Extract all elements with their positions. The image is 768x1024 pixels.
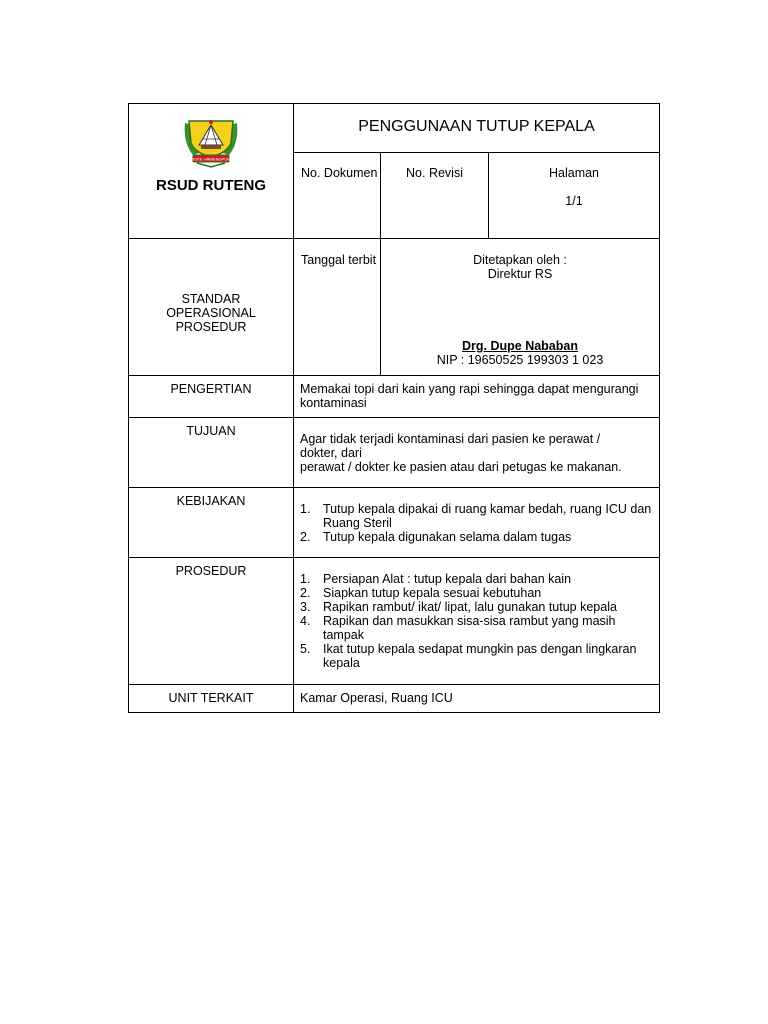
approval-cell bbox=[381, 239, 660, 376]
list-item: 1. Persiapan Alat : tutup kepala dari bahan kain bbox=[300, 572, 572, 586]
list-item: 1. Tutup kepala dipakai di ruang kamar bedah, ruang ICU dan Ruang Steril bbox=[300, 502, 652, 530]
sop-table bbox=[128, 103, 660, 713]
tujuan-line-1: Agar tidak terjadi kontaminasi dari pasien ke perawat / dokter, dari bbox=[300, 432, 601, 460]
unit-terkait-label: UNIT TERKAIT bbox=[129, 685, 294, 713]
doc-number-cell bbox=[294, 153, 381, 239]
list-item: 5. Ikat tutup kepala sedapat mungkin pas dengan lingkaran kepala bbox=[300, 642, 637, 670]
pengertian-text: Memakai topi dari kain yang rapi sehingga dapat mengurangi kontaminasi bbox=[294, 376, 660, 418]
prosedur-label: PROSEDUR bbox=[129, 558, 294, 685]
kebijakan-label: KEBIJAKAN bbox=[129, 488, 294, 558]
hospital-logo bbox=[179, 113, 243, 169]
unit-terkait-text: Kamar Operasi, Ruang ICU bbox=[294, 685, 660, 713]
signer-nip: NIP : 19650525 199303 1 023 bbox=[436, 353, 604, 367]
issue-date-label: Tanggal terbit bbox=[301, 253, 377, 267]
list-item: 4. Rapikan dan masukkan sisa-sisa rambut yang masih tampak bbox=[300, 614, 616, 642]
hospital-identity-cell bbox=[129, 104, 294, 239]
regency-emblem-icon bbox=[179, 113, 243, 169]
revision-cell bbox=[381, 153, 489, 239]
prosedur-cell bbox=[294, 558, 660, 685]
tujuan-label: TUJUAN bbox=[129, 418, 294, 488]
doc-number-label: No. Dokumen bbox=[301, 166, 378, 180]
issue-date-cell bbox=[294, 239, 381, 376]
tujuan-cell bbox=[294, 418, 660, 488]
page-label: Halaman bbox=[548, 166, 600, 180]
sop-type-cell bbox=[129, 239, 294, 376]
document-title: PENGGUNAAN TUTUP KEPALA bbox=[294, 104, 660, 153]
sop-type-line-2: OPERASIONAL bbox=[166, 306, 256, 320]
page-cell bbox=[489, 153, 660, 239]
approver-role: Direktur RS bbox=[487, 267, 553, 281]
kebijakan-cell bbox=[294, 488, 660, 558]
page-number: 1/1 bbox=[565, 194, 583, 208]
prosedur-list bbox=[300, 572, 653, 670]
revision-label: No. Revisi bbox=[406, 166, 463, 180]
sop-type-line-3: PROSEDUR bbox=[175, 320, 247, 334]
list-item: 2. Tutup kepala digunakan selama dalam tugas bbox=[300, 530, 572, 544]
kebijakan-list bbox=[300, 502, 653, 544]
list-item: 3. Rapikan rambut/ ikat/ lipat, lalu gunakan tutup kepala bbox=[300, 600, 617, 614]
hospital-name: RSUD RUTENG bbox=[155, 177, 266, 194]
tujuan-line-2: perawat / dokter ke pasien atau dari petugas ke makanan. bbox=[300, 460, 622, 474]
sop-type-line-1: STANDAR bbox=[181, 292, 241, 306]
signer-name: Drg. Dupe Nababan bbox=[462, 339, 578, 353]
svg-text:TUKE HAWENGPUN: TUKE HAWENGPUN bbox=[191, 156, 231, 162]
list-item: 2. Siapkan tutup kepala sesuai kebutuhan bbox=[300, 586, 542, 600]
pengertian-label: PENGERTIAN bbox=[129, 376, 294, 418]
set-by-label: Ditetapkan oleh : bbox=[473, 253, 567, 267]
